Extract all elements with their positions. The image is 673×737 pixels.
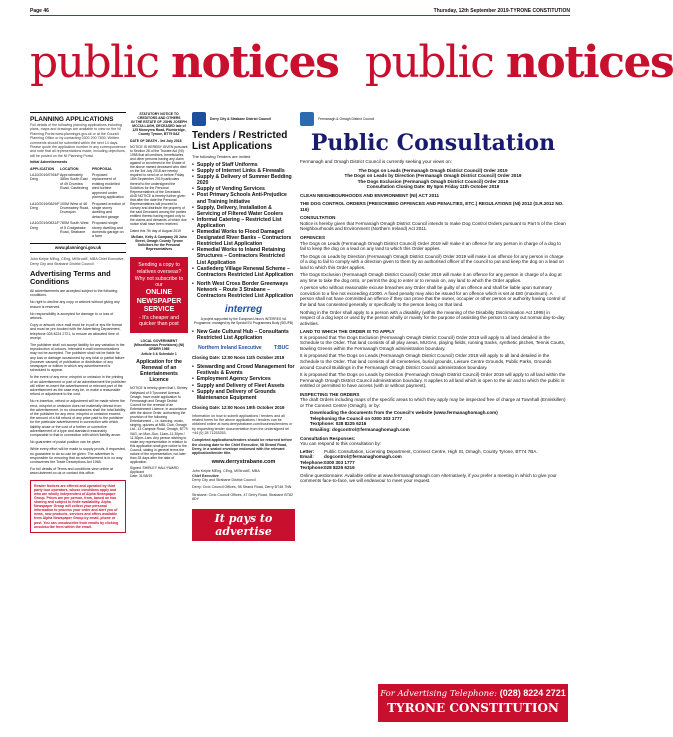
entertainment-signed: Signed: SHIRLEY HALLYWARD [130, 466, 179, 471]
terms-paragraph: No right to decline any copy or artwork without giving any reason is reserved. [30, 300, 120, 309]
section-inspecting: INSPECTING THE ORDERS [300, 391, 360, 397]
column-tenders [192, 112, 295, 702]
col-application: APPLICATION [30, 166, 55, 171]
list-item: • Stewarding and Crowd Management for Festivals & Events [192, 364, 295, 377]
letter-address: Public Consultation, Licensing Department, Connect Centre, High St, Omagh, County Tyrone, BT74 7BA. [324, 448, 538, 454]
textphone-label: Textphone: [300, 465, 325, 471]
application-location: 760M South West of 5 Craigatrake Road, Strabane [60, 221, 89, 234]
list-item: • New Gate Cultural Hub – Consultants Restricted List Application [192, 329, 289, 342]
list-item: • Supply, Delivery, Installation & Servicing of Filtered Water Coolers [192, 204, 284, 217]
reader-notice-box [30, 480, 126, 533]
banner-word-notices-1: notices [170, 37, 339, 88]
newspaper-name: TYRONE CONSTITUTION [387, 701, 559, 715]
offence-paragraph: A person who without reasonable excuse breaches any Order shall be guilty of an offence and shall be liable upon summary conviction to a fine not exceeding £1000. A fixed penalty may also be issued for an offence which is set at £80 (maximum). A person shall not have committed an offence if they can prove that the owner, occupier or other person or authority having control of the land has consented generally or specifically to the person being on that land. [300, 285, 566, 308]
inspecting-paragraph: The draft Orders including maps of the specific areas to which they apply may be inspected free of charge at Townhall (Enniskillen) or The Connect Centre (Omagh), or by: [300, 397, 566, 408]
terms-paragraph: All advertisements are accepted subject to the following conditions. [30, 288, 118, 298]
responses-paragraph: You can respond to this consultation by: [300, 441, 382, 447]
council-crest-icon [300, 112, 314, 126]
terms-paragraph: While every effort will be made to supply proofs, if requested, no guarantee to do so can be given. The advertiser is responsible for ensuring that an advertisement is in no way contravenes the Trade Descriptions Act 1968. [30, 447, 126, 465]
col-location: LOCATION [60, 166, 79, 171]
tender-list-2 [192, 329, 295, 341]
advertising-line [378, 688, 568, 699]
application-ref: LA10/2019/0831/F Derg [30, 221, 60, 230]
letter-label: Letter: [300, 448, 315, 454]
textphone-number: 028 8225 6216 [324, 465, 355, 471]
advertising-terms-title: Advertising Terms and Conditions [30, 268, 111, 287]
consultation-lead: Fermanagh and Omagh District Council is currently seeking your views on: [300, 159, 452, 164]
consultation-title: Public Consultation [310, 130, 556, 156]
application-proposal: Proposed replacement of existing modelled wind turbine approved under planning application [92, 173, 124, 200]
planning-table [30, 167, 126, 239]
land-paragraph: It is proposed that The Dogs on Leads (Fermanagh Omagh District Council) Order 2018 will apply to all land detailed in the Schedule to the Order. That land consists of all Cemeteries, burial grounds, Leisure Centre Grounds, Public Parks, Grounds around Council Buildings in the Fermanagh Omagh District Council administration boundary. [300, 353, 552, 370]
council-crest-icon [192, 112, 206, 126]
tender-list-3 [192, 364, 295, 401]
tender-sign-council: Derry City and Strabane District Council [192, 478, 256, 483]
tender-address-strabane: Strabane: Civic Council Offices, 47 Derry Road, Strabane BT82 8DY [192, 492, 294, 501]
offence-paragraph: The Dogs Exclusion (Fermanagh Omagh District Council) Order 2019 will make it an offence for any person in charge of a dog at any time to take the dog onto, or permit the dog to enter or to remain on, any land to which the Order applies. [300, 272, 562, 283]
column-public-consultation [300, 112, 566, 702]
entertainment-order: LOCAL GOVERNMENT (Miscellaneous Provisions) (NI) ORDER 1985 [133, 339, 185, 352]
header-rule [30, 15, 570, 16]
entertainment-title: Application for the Renewal of an Entertainments Licence [136, 358, 182, 384]
section-offences: OFFENCES [300, 235, 326, 241]
terms-paragraph: The publisher shall not accept liability for any variation in the reproduction of colours. Intended e-mail communications may not be accepted. The publisher shall not be liable for any loss or damage occasioned by any total or partial failure (however caused) of publication or distribution of any newspaper or edition in which any advertisement is scheduled to appear. [30, 343, 125, 373]
list-item[interactable]: Emailing: dogcontrol@fermanaghomagh.com [310, 426, 410, 432]
list-item: • Supply and Delivery of Grounds Maintenance Equipment [192, 388, 276, 401]
act-heading: CLEAN NEIGHBOURHOODS AND ENVIRONMENT (NI) ACT 2011 [300, 192, 440, 198]
tenders-subtitle: The following Tenders are invited [192, 154, 251, 159]
consultation-paragraph: Notice is hereby given that Fermanagh Omagh District Council intends to make Dog Control Orders pursuant to Part 5 of the Clean Neighbourhoods and Environment (Northern Ireland) Act 2011. [300, 220, 566, 232]
planning-table-header [30, 167, 126, 171]
council-name: Derry City & Strabane District Council [210, 117, 272, 121]
offence-paragraph: Nothing in the Order shall apply to a person with a disability (within the meaning of the Disability Discrimination Act 1995) in respect of a dog kept or used by the person wholly or mainly for the purpose of assisting the person to carry out normal day-to-day activities. [300, 309, 565, 326]
section-land: LAND TO WHICH THE ORDER IS TO APPLY [300, 329, 395, 335]
advertising-lead: For Advertising [380, 689, 448, 699]
planning-title: PLANNING APPLICATIONS [30, 116, 114, 123]
email-address[interactable]: dogcontrol@fermanaghomagh.com [324, 454, 402, 460]
land-paragraph: It is proposed that The Dogs Exclusion (Fermanagh Omagh District Council) Order 2019 will apply to all land detailed in the Schedule to the Order. That land consists of all play areas, MUGAs, playing fields, running tracks, synthetic pitches, Tennis Courts, Bowling Greens within the Fermanagh Omagh administration boundary. [300, 334, 566, 351]
list-item: • Supply & Delivery of Summer Bedding 2020 [192, 174, 292, 187]
terms-paragraph: For full details of Terms and conditions view online at www.ulstemet.co.uk or contact this office. [30, 467, 113, 476]
column-statutory-and-entertainment [130, 112, 188, 702]
advertising-phone: (028) 8224 2721 [499, 688, 566, 698]
land-paragraph: It is proposed that The Dogs on Leads by Direction (Fermanagh Omagh District Council) Order 2019 will apply to all land within the Fermanagh Omagh District Council administration boundary. It applies to all land which is open to the air and to which the public is entitled or permitted to have access (with or without payment). [300, 372, 566, 389]
table-row [30, 173, 126, 199]
list-item: Downloading the documents from the Council's website (www.fermanaghomagh.com) [310, 410, 498, 416]
public-notices-banner [30, 36, 673, 100]
telephone-number: 0300 303 1777 [324, 459, 355, 465]
entertainment-applicant: Applicant [130, 470, 144, 475]
column-rule [30, 112, 126, 113]
table-row [30, 202, 126, 220]
table-row [30, 221, 126, 239]
list-item: • Post Primary Schools Anti-Prejudice and Training Initiative [192, 192, 287, 205]
terms-paragraph: No guarantee of postal position can be given. [30, 440, 102, 445]
list-item: • Supply and Delivery of Fleet Assets [192, 382, 285, 389]
page-date: Thursday, 12th September 2019-TYRONE CONSTITUTION [433, 8, 570, 14]
application-proposal: Proposed single storey dwelling and domestic garage on a farm [92, 221, 124, 239]
column-planning-and-terms [30, 112, 126, 702]
statutory-dated: Dated this 7th day of August 2019 [130, 228, 181, 233]
offence-paragraph: The Dogs on Leads by Direction (Fermanagh Omagh District Council) Order 2019 will make it an offence for any person in charge of a dog to fail to comply with a direction given to them by an authorised officer of the council to put and keep the dog on a lead on land to which this Order applies. [300, 253, 564, 270]
planning-intro: Full details of the following planning applications including plans, maps and drawings are available to view on the NI Planning Portal www.planningni.gov.uk or at the Council Planning Office or by contacting 0300 200 7830. Written comments should be submitted within the next 14 days. Please quote the application number in any correspondence and note that all representations made, including objections, will be posted on the NI Planning Portal. [30, 123, 126, 158]
list-item: • Informal Catering – Restricted List Application [192, 216, 282, 229]
terms-paragraph: Copy or artwork via e-mail must be in pdf or eps file format and must be pre-booked with the Advertising Department, telephone 028 8224 2721, to ensure an allocated time of receipt. [30, 323, 122, 340]
terms-paragraph: No responsibility is accepted for damage to or loss of artwork. [30, 311, 114, 320]
derry-council-logo [192, 112, 295, 126]
statutory-body: NOTICE IS HEREBY GIVEN pursuant to Section 28 of the Trustee Act (NI) 1958 that all creditors, beneficiaries and other persons having any claim against or an interest in the Estate of the above named deceased who died on the 3rd July 2018 are hereby required to send on or before Friday 18th September 2019 particulars thereof to the undersigned the Solicitors for the Personal Representatives of the Deceased. AND NOTICE is hereby further given that after the date the Personal Representatives will proceed to convey and distribute the property of the said Deceased among the parties entitled thereto having regard only to the claims and demands of which due notice shall have been received. [130, 144, 188, 227]
consultation-body [300, 159, 566, 484]
terms-paragraph: In the event of any error, misprint or omission in the printing of an advertisement or part of an advertisement the publisher will either re-insert the advertisement or relevant part of the advertisement as the case may be, or make a reasonable refund or adjustment to the cost. [30, 375, 126, 397]
list-item: • Supply of Vending Services [192, 186, 265, 193]
list-item: Telephoning the Council on 0300 303 1777 [310, 415, 403, 421]
statutory-notice [130, 112, 188, 251]
application-location: Approximately 385m South East of 49 Drumlea Road, Castlederg [60, 173, 88, 191]
page-number: Page 46 [30, 8, 49, 14]
regulations-heading: THE DOG CONTROL ORDERS (PRESCRIBED OFFENCES AND PENALTIES, ETC.) REGULATIONS (NI) 2012 (S.R.2012 NO. 116) [300, 201, 564, 212]
planning-weblink[interactable]: www.planningni.gov.uk [30, 243, 126, 253]
interreg-logo: interreg [224, 304, 263, 316]
application-location: 100M West of 48 Drumnabey Road, Drumquin [60, 201, 90, 215]
statutory-subject: IN THE ESTATE OF JOHN JOSEPH MCCULLAGH, DECEASED late of 125 Moneyrea Road, Plumbridge, County Tyrone, BT79 8AZ [131, 120, 187, 137]
application-ref: LA10/2019/0829/F Derg [30, 201, 60, 210]
list-item: • North West Cross Border Greenways Network – Route 3 Strabane – Contractors Restricted List Application [192, 280, 294, 299]
promo-headline: ONLINE NEWSPAPER SERVICE [136, 289, 182, 314]
advertising-telephone-word: Telephone: [449, 689, 498, 699]
list-item: Textphone: 028 8225 6216 [310, 421, 367, 427]
tender-return-info: Completed applications/tenders should be returned before the closing date to the Chief Executive, 98 Strand Road, Derry, in a sealed envelope endorsed with the relevant application/tender title. [192, 438, 293, 456]
promo-line-1: Sending a copy to relatives overseas? [136, 262, 182, 275]
inspection-contacts [300, 410, 566, 432]
col-proposal: PROPOSAL [92, 166, 113, 171]
planning-initial-heading: Initial Advertisements [30, 160, 68, 165]
application-ref: LA10/2019/0764/F Derg [30, 173, 60, 182]
derrystrabane-weblink[interactable]: www.derrystrabane.com [211, 459, 276, 466]
online-subscription-promo[interactable] [130, 257, 188, 333]
tender-list [192, 162, 295, 299]
statutory-title: STATUTORY NOTICE TO CREDITORS AND OTHERS [137, 112, 181, 121]
tbuc-logo: T:BUC [273, 345, 289, 352]
council-name: Fermanagh & Omagh District Council [318, 117, 375, 121]
entertainment-body: NOTICE is hereby given that I, Shirley Hallyward of 5 Tyrconnel Avenue, Omagh, have made application to Fermanagh and Omagh District Council for the renewal of an Entertainment Licence, in accordance with the above Order, authorising the provision of the following Entertainment – i.e. dancing, music, singing, quizzes at MBL Club, Omagh Ltd., 13 Campsie Road, Omagh, BT79 0AG, on Mon–Sun, 11am–11.30pm / 11.30pm–1am. Any person wishing to make any representation in relation to this application shall give notice to the Council, stating in general terms the nature of the representation, not later than 28 days after the date of application. [130, 386, 188, 465]
section-responses: Consultation Responses: [300, 435, 356, 441]
tender-address-derry: Derry: Civic Council Offices, 98 Strand Road, Derry BT48 7NN [192, 485, 292, 490]
interreg-caption: A project supported by the European Union's INTERREG VA Programme, managed by the Special EU Programmes Body (SEUPB) [193, 317, 294, 326]
reader-notice-text: Reader Notices are offered and operated by third party tour operators, whose conditions apply and who are wholly independent of Alpha Newspaper Group. Prices are per person, from, based on two sharing and subject to finite availability. Alpha Newspaper Group will collect your personal information to process your order and alert you of news, new products, services and offers available from Alpha Newspaper Group by email, phone or post. You can unsubscribe from emails by clicking unsubscribe from within the email. [34, 483, 119, 529]
closing-date-1: Closing Date: 12:00 Noon 11th October 2019 [192, 355, 285, 361]
terms-paragraph: No re-insertion, refund or adjustment will be made where the error, misprint or omission does not materially detract from the advertisement. In no circumstances shall the total liability of the publisher for any error, misprint or omission exceed the amount of a full refund of any price paid to the publisher for the particular advertisement in connection with which liability arose or the cost of a further or corrective advertisement of a type and standard reasonably comparable to that in connection with which liability arose. [30, 399, 126, 438]
telephone-label: Telephone: [300, 459, 325, 465]
list-item: • Remedial Works to Flood Damaged Designated River Banks – Contractors Restricted List Application [192, 229, 292, 248]
email-label: Email: [300, 454, 314, 460]
online-questionnaire-paragraph: Online questionnaire: Available online at www.fermanaghomagh.com Alternatively, if you prefer a meeting in which to give your comments face-to-face, we will endeavour to meet your request. [300, 472, 557, 484]
ni-executive-logo: Northern Ireland Executive [198, 345, 262, 352]
list-item: • Remedial Works to Inland Retaining Structures – Contractors Restricted List Application [192, 247, 286, 266]
tender-info: Information on how to submit applications / tenders and all related forms for the above applications / tenders can be obtained online at www.derrystrabane.com/business/tenders or by requesting tender documentation from the undersigned tel +44 (0) 28 71253253. [192, 413, 293, 435]
advertising-terms [30, 270, 126, 476]
promo-line-3: - It's cheaper and quicker than post [139, 314, 179, 328]
banner-word-public-1: public [30, 37, 159, 88]
list-item: • Castlederg Village Renewal Scheme – Contractors Restricted List Application [192, 265, 294, 278]
tender-sign-name: John Kelpie MEng, CEng, MIStructE, MBA [192, 469, 260, 474]
list-item: • Employment Agency Services [192, 376, 271, 383]
banner-word-public-2: public [364, 37, 494, 88]
promo-line-2: Why not subscribe to our [134, 275, 184, 289]
tender-sign-title: Chief Executive [192, 473, 219, 478]
order-title: The Dogs on Leads (Fermanagh Omagh District Council) Order 2019 [358, 167, 508, 173]
fermanagh-council-logo [300, 112, 566, 126]
advertising-contact-box [378, 684, 568, 722]
entertainment-licence-notice [130, 339, 188, 478]
consultation-closing-date: Consultation Closing Date: By 5pm Friday 11th October 2019 [366, 184, 500, 190]
response-textphone [300, 465, 566, 471]
planning-signoff: John Kelpie MEng, CEng, MIStructE, MBA Chief Executive, Derry City and Strabane District Council [30, 257, 125, 266]
funder-logos [192, 345, 295, 351]
banner-word-notices-2: notices [505, 37, 673, 88]
closing-date-2: Closing Date: 12:00 Noon 19th October 2019 [192, 404, 285, 410]
entertainment-date: Date: 31/08/19 [130, 474, 153, 479]
statutory-date-of-death: DATE OF DEATH - 3rd July 2018 [130, 138, 182, 143]
section-consultation: CONSULTATION [300, 215, 336, 221]
it-pays-to-advertise-banner: It pays to advertise [192, 509, 295, 541]
offence-paragraph: The Dogs on Leads (Fermanagh Omagh District Council) Order 2019 will make it an offence for any person in charge of a dog to fail to keep the dog on a lead on any land to which this Order applies. [300, 240, 561, 252]
list-item: • Supply of Staff Uniforms [192, 162, 258, 168]
tenders-title: Tenders / Restricted List Applications [192, 130, 288, 152]
order-title: The Dogs Exclusion (Fermanagh Omagh District Council) Order 2019 [357, 178, 509, 184]
order-title: The Dogs on Leads by Direction (Fermanagh Omagh District Council) Order 2019 [344, 173, 522, 179]
application-proposal: Proposed erection of single storey dwelling and detached garage [92, 201, 126, 219]
list-item: • Supply of Internet Links & Firewalls [192, 168, 285, 175]
entertainment-article: Article 3 & Schedule 1 [141, 351, 177, 356]
statutory-solicitor: McGale, Kelly & Company 28 John Street, Omagh County Tyrone Solicitors for the Personal Representatives [131, 234, 187, 251]
